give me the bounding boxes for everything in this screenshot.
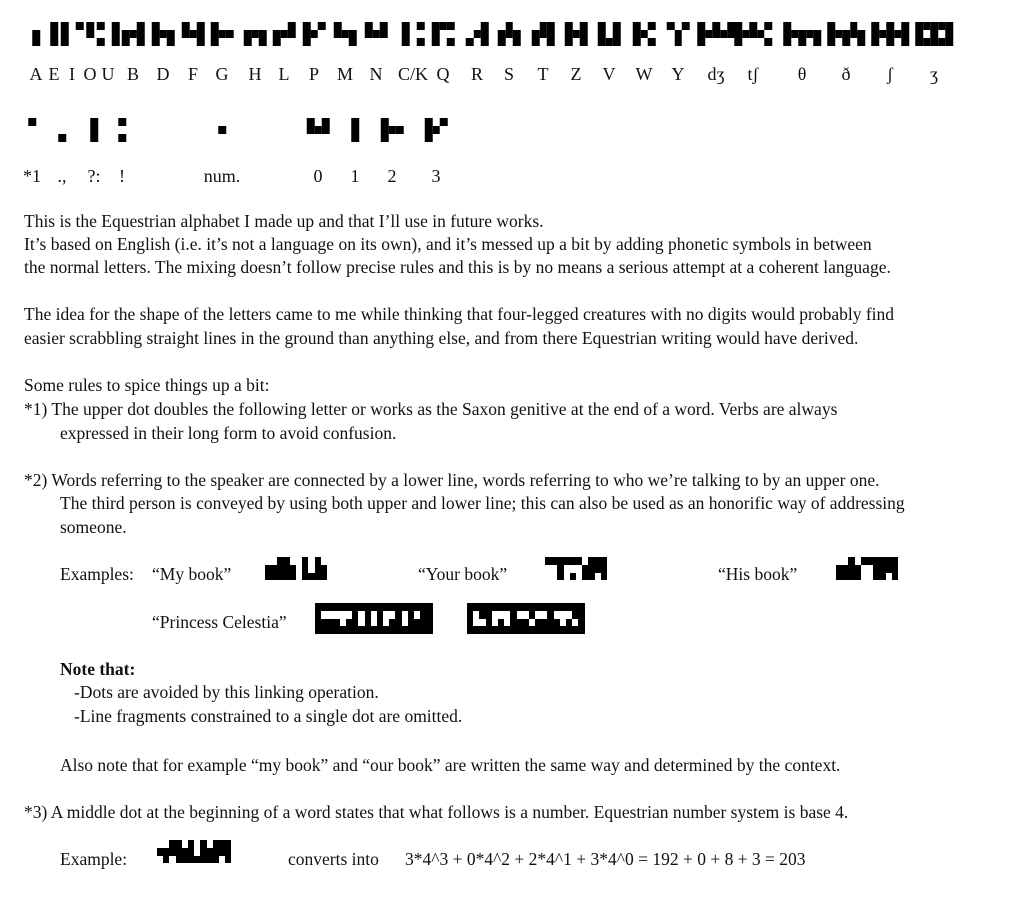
letter-glyph	[152, 22, 175, 46]
letter-label: V	[602, 64, 616, 84]
letter-label: S	[503, 64, 515, 84]
intro-line-1: This is the Equestrian alphabet I made up and that I’ll use in future works.	[24, 211, 544, 231]
letter-label: O	[83, 64, 97, 84]
letter-glyph	[61, 22, 84, 46]
symbol-label: num.	[203, 166, 241, 186]
rule1-line-1: *1) The upper dot doubles the following letter or works as the Saxon genitive at the end of a word. Verbs are always	[24, 399, 838, 419]
letter-glyph	[667, 22, 690, 46]
rule2-line-2: The third person is conveyed by using both upper and lower line; this can also be used as an honorific way of addressing	[60, 493, 905, 513]
letter-glyph	[432, 22, 455, 46]
letter-glyph	[598, 22, 621, 46]
examples-label: Examples:	[60, 564, 134, 584]
idea-line-2: easier scrabbling straight lines in the ground than anything else, and from there Equestrian writing would have derived.	[24, 328, 859, 348]
letter-label: B	[126, 64, 140, 84]
letter-glyph	[273, 22, 296, 46]
glyph-word-princess	[315, 603, 433, 634]
letter-glyph	[466, 22, 489, 46]
letter-label: θ	[797, 64, 807, 84]
letter-label: L	[278, 64, 290, 84]
letter-label: Y	[671, 64, 685, 84]
glyph-number-example	[157, 840, 231, 863]
letter-glyph	[565, 22, 588, 46]
example-my-book: “My book”	[152, 564, 232, 584]
note-title: Note that:	[60, 659, 136, 679]
letter-glyph	[915, 22, 953, 46]
rule2-line-1: *2) Words referring to the speaker are connected by a lower line, words referring to who we’re talking to by an upper one.	[24, 470, 880, 490]
letter-glyph	[211, 22, 234, 46]
number-example-label: Example:	[60, 849, 128, 869]
note-item-1: -Dots are avoided by this linking operation.	[74, 682, 379, 702]
symbol-label: 1	[350, 166, 360, 186]
letter-label: N	[369, 64, 383, 84]
example-his-book: “His book”	[718, 564, 798, 584]
symbol-glyph	[218, 118, 226, 142]
symbol-label: 0	[313, 166, 323, 186]
letter-glyph	[244, 22, 267, 46]
letter-label: C/K	[397, 64, 429, 84]
letter-glyph	[827, 22, 865, 46]
letter-label: E	[48, 64, 60, 84]
letter-label: tʃ	[747, 64, 759, 84]
letter-label: M	[336, 64, 354, 84]
symbol-glyph	[425, 118, 448, 142]
intro-line-2: It’s based on English (i.e. it’s not a language on its own), and it’s messed up a bit by adding phonetic symbols in between	[24, 234, 872, 254]
note-item-2: -Line fragments constrained to a single dot are omitted.	[74, 706, 463, 726]
example-your-book: “Your book”	[418, 564, 508, 584]
letter-glyph	[871, 22, 909, 46]
letter-label: ʃ	[887, 64, 893, 84]
symbol-label: !	[119, 166, 125, 186]
letter-glyph	[32, 22, 40, 46]
letter-label: dʒ	[707, 64, 725, 84]
symbol-glyph	[58, 118, 66, 142]
glyph-word-your-book	[545, 557, 607, 580]
symbol-label: 2	[387, 166, 397, 186]
symbol-glyph	[90, 118, 98, 142]
rule1-line-2: expressed in their long form to avoid confusion.	[60, 423, 397, 443]
symbol-glyph	[118, 118, 126, 142]
letter-glyph	[365, 22, 388, 46]
letter-glyph	[697, 22, 735, 46]
converts-into: converts into	[288, 849, 379, 869]
letter-label: T	[537, 64, 549, 84]
rule2-line-3: someone.	[60, 517, 127, 537]
glyph-word-celestia	[467, 603, 585, 634]
letter-label: Q	[436, 64, 450, 84]
symbol-label: ?:	[87, 166, 101, 186]
letter-glyph	[402, 22, 425, 46]
example-princess-celestia: “Princess Celestia”	[152, 612, 287, 632]
symbol-label: *1	[23, 166, 41, 186]
letter-label: R	[470, 64, 484, 84]
letter-label: D	[156, 64, 170, 84]
letter-label: ʒ	[930, 64, 938, 84]
letter-glyph	[182, 22, 205, 46]
letter-label: G	[215, 64, 229, 84]
letter-glyph	[498, 22, 521, 46]
letter-label: Z	[570, 64, 582, 84]
letter-label: H	[248, 64, 262, 84]
letter-glyph	[303, 22, 326, 46]
intro-line-3: the normal letters. The mixing doesn’t follow precise rules and this is by no means a serious attempt at a coherent language.	[24, 257, 891, 277]
letter-label: W	[635, 64, 653, 84]
letter-label: ð	[841, 64, 851, 84]
letter-glyph	[86, 22, 94, 46]
symbol-glyph	[351, 118, 359, 142]
letter-glyph	[734, 22, 772, 46]
glyph-word-my-book	[265, 557, 327, 580]
letter-glyph	[633, 22, 656, 46]
rules-intro: Some rules to spice things up a bit:	[24, 375, 270, 395]
letter-label: I	[69, 64, 75, 84]
equation: 3*4^3 + 0*4^2 + 2*4^1 + 3*4^0 = 192 + 0 + 8 + 3 = 203	[405, 849, 806, 869]
letter-glyph	[334, 22, 357, 46]
glyph-word-his-book	[836, 557, 898, 580]
symbol-glyph	[28, 118, 36, 142]
symbol-label: 3	[431, 166, 441, 186]
letter-label: A	[29, 64, 43, 84]
also-note: Also note that for example “my book” and “our book” are written the same way and determined by the context.	[60, 755, 841, 775]
letter-label: P	[308, 64, 320, 84]
letter-glyph	[97, 22, 120, 46]
rule3: *3) A middle dot at the beginning of a word states that what follows is a number. Equestrian number system is base 4.	[24, 802, 849, 822]
letter-label: U	[101, 64, 115, 84]
idea-line-1: The idea for the shape of the letters came to me while thinking that four-legged creatures with no digits would probably find	[24, 304, 895, 324]
letter-glyph	[50, 22, 58, 46]
letter-glyph	[122, 22, 145, 46]
symbol-glyph	[381, 118, 404, 142]
letter-label: F	[187, 64, 199, 84]
letter-glyph	[532, 22, 555, 46]
symbol-glyph	[307, 118, 330, 142]
symbol-label: .,	[57, 166, 67, 186]
letter-glyph	[783, 22, 821, 46]
